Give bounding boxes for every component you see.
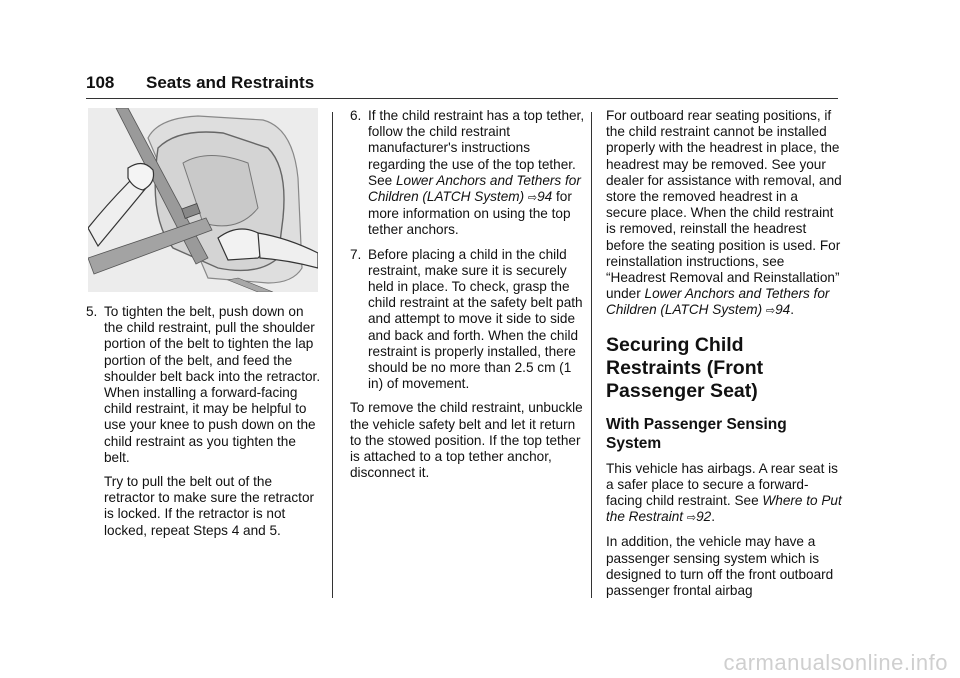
- step-text-end: for more information on using the top tether anchors.: [368, 189, 572, 238]
- airbag-paragraph: [606, 461, 842, 527]
- header-rule: [86, 98, 838, 99]
- section-title: Seats and Restraints: [146, 73, 315, 92]
- step-number: 7.: [350, 246, 362, 262]
- remove-paragraph: To remove the child restraint, unbuckle the vehicle safety belt and let it return to the stowed position. If the top tether is attached to a top tether anchor, disconnect it.: [350, 400, 583, 481]
- column-1: [86, 108, 322, 547]
- page-number: 108: [86, 73, 115, 92]
- page-ref-arrow-icon: ⇨: [765, 305, 776, 318]
- column-2: [350, 108, 586, 489]
- paragraph-text: For outboard rear seating positions, if the child restraint cannot be installed properly with the headrest in place, the headrest may be removed. See your dealer for assistance with removal, and store the removed headrest in a secure place. When the child restraint is removed, reinstall the headrest before the seating position is used. For reinstallation instructions, see “Headrest Removal and Reinstallation” under: [606, 108, 842, 302]
- step-5: [86, 304, 322, 466]
- step-7: [350, 247, 586, 393]
- section-heading: Securing Child Restraints (Front Passenger Seat): [606, 333, 764, 402]
- outboard-paragraph: [606, 108, 842, 320]
- step-number: 6.: [350, 108, 362, 123]
- child-seat-illustration: [88, 108, 318, 292]
- page-ref-arrow-icon: ⇨: [527, 192, 538, 205]
- subsection-heading: With Passenger Sensing System: [606, 415, 787, 452]
- step-text: Before placing a child in the child restraint, make sure it is securely held in place. To check, grasp the child restraint at the safety belt path and attempt to move it side to side and back and forth. When the child restraint is properly installed, there should be no more than 2.5 cm (1 in) of movement.: [368, 246, 583, 392]
- step-text: If the child restraint has a top tether, follow the child restraint manufacturer's instructions regarding the use of the top tether. See: [368, 108, 585, 188]
- cross-reference-link[interactable]: Lower Anchors and Tethers for Children (LATCH System): [606, 286, 830, 318]
- page-ref-arrow-icon: ⇨: [686, 512, 697, 525]
- column-3: [606, 108, 842, 607]
- page-ref[interactable]: 92: [696, 509, 712, 525]
- paragraph-end: .: [790, 302, 795, 318]
- page-header: [86, 72, 838, 98]
- column-divider-2: [591, 112, 592, 598]
- page-ref[interactable]: 94: [537, 189, 553, 205]
- step-number: 5.: [86, 304, 98, 319]
- cross-reference-link[interactable]: Lower Anchors and Tethers for Children (LATCH System): [368, 172, 581, 205]
- step-6: [350, 108, 586, 239]
- paragraph-end: .: [711, 509, 715, 525]
- sensing-paragraph: In addition, the vehicle may have a passenger sensing system which is designed to turn off the front outboard passenger frontal airbag: [606, 534, 834, 599]
- column-divider-1: [332, 112, 333, 598]
- page-ref[interactable]: 94: [775, 302, 791, 318]
- cross-reference-link[interactable]: Where to Put the Restraint: [606, 493, 842, 525]
- paragraph-text: This vehicle has airbags. A rear seat is a safer place to secure a forward-facing child restraint. See: [606, 460, 838, 509]
- watermark: carmanualsonline.info: [723, 650, 948, 675]
- step-text: To tighten the belt, push down on the child restraint, pull the shoulder portion of the belt to tighten the lap portion of the belt, and feed the shoulder belt back into the retractor. When installing a forward-facing child restraint, it may be helpful to use your knee to push down on the child restraint as you tighten the belt.: [104, 304, 321, 465]
- step-5-note: Try to pull the belt out of the retractor to make sure the retractor is locked. If the retractor is not locked, repeat Steps 4 and 5.: [104, 474, 315, 538]
